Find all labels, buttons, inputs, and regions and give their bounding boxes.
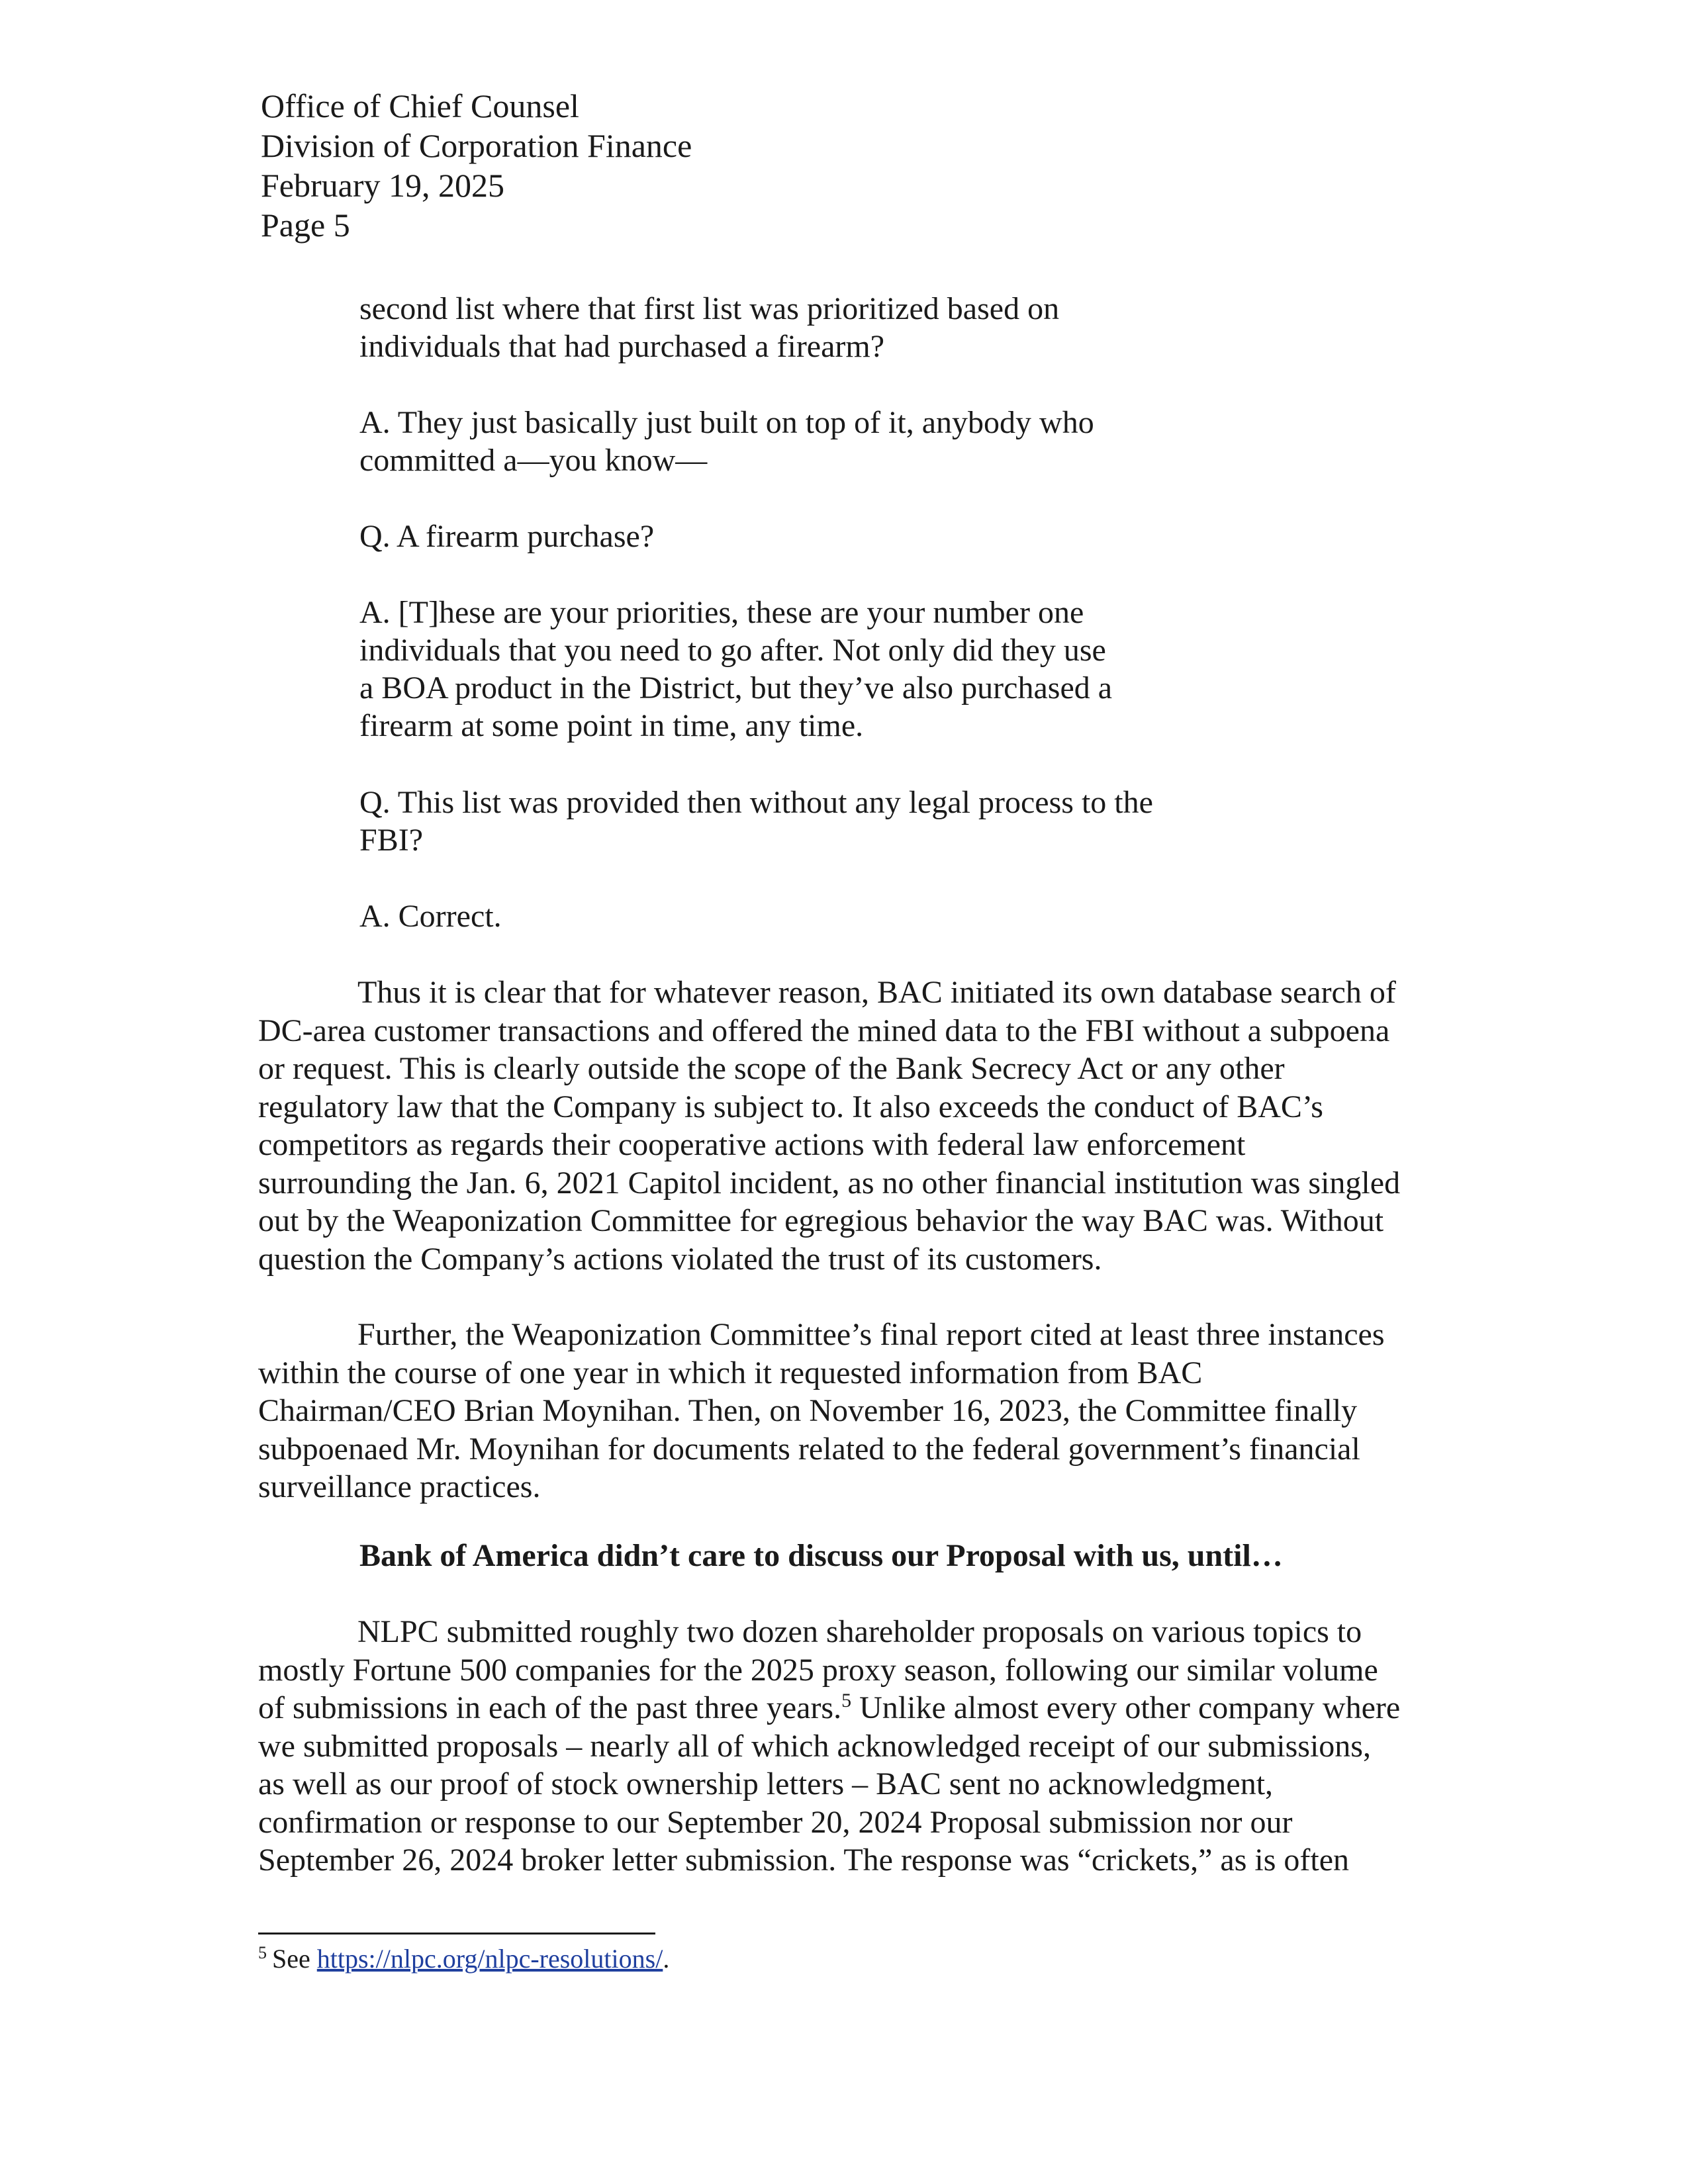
paragraph-line: or request. This is clearly outside the scope of the Bank Secrecy Act or any other — [258, 1051, 1285, 1086]
quote-paragraph — [359, 897, 1220, 935]
quote-line: A. [T]hese are your priorities, these are your number one — [359, 595, 1084, 630]
paragraph-line: Chairman/CEO Brian Moynihan. Then, on November 16, 2023, the Committee finally — [258, 1393, 1358, 1428]
quote-line: Q. This list was provided then without any legal process to the — [359, 785, 1153, 820]
footnote-reference[interactable]: 5 — [841, 1690, 852, 1711]
header-page-number: Page 5 — [261, 206, 350, 244]
quote-line: second list where that first list was prioritized based on — [359, 291, 1060, 326]
quote-line: committed a—you know— — [359, 443, 708, 478]
quote-line: individuals that had purchased a firearm? — [359, 329, 885, 364]
footnote-divider — [258, 1933, 655, 1934]
quote-paragraph — [359, 784, 1220, 859]
paragraph-line: regulatory law that the Company is subject to. It also exceeds the conduct of BAC’s — [258, 1089, 1323, 1124]
paragraph-line — [258, 1689, 1443, 1727]
paragraph-line: as well as our proof of stock ownership letters – BAC sent no acknowledgment, — [258, 1766, 1274, 1801]
paragraph-line: question the Company’s actions violated the trust of its customers. — [258, 1241, 1102, 1277]
footnote-number: 5 — [258, 1942, 267, 1962]
header-office: Office of Chief Counsel — [261, 87, 579, 124]
paragraph-line: Further, the Weaponization Committee’s final report cited at least three instances — [357, 1317, 1385, 1352]
paragraph-line: within the course of one year in which it requested information from BAC — [258, 1355, 1203, 1390]
paragraph-line: mostly Fortune 500 companies for the 2025 proxy season, following our similar volume — [258, 1652, 1378, 1688]
footnote-suffix: . — [663, 1944, 670, 1974]
body-paragraph — [258, 1316, 1443, 1506]
paragraph-line: surveillance practices. — [258, 1469, 541, 1504]
paragraph-line: we submitted proposals – nearly all of which acknowledged receipt of our submissions, — [258, 1728, 1371, 1764]
quote-paragraph — [359, 404, 1220, 479]
paragraph-line: NLPC submitted roughly two dozen shareholder proposals on various topics to — [357, 1614, 1362, 1649]
paragraph-line: competitors as regards their cooperative actions with federal law enforcement — [258, 1127, 1246, 1162]
footnote — [258, 1942, 669, 1976]
paragraph-line: surrounding the Jan. 6, 2021 Capitol incident, as no other financial institution was singled — [258, 1165, 1401, 1201]
quote-line: firearm at some point in time, any time. — [359, 708, 864, 743]
section-heading: Bank of America didn’t care to discuss our Proposal with us, until… — [359, 1538, 1283, 1573]
quote-line: individuals that you need to go after. Not only did they use — [359, 633, 1106, 668]
quote-line: a BOA product in the District, but they’ve also purchased a — [359, 670, 1113, 705]
paragraph-line: confirmation or response to our September 20, 2024 Proposal submission nor our — [258, 1804, 1293, 1840]
body-paragraph — [258, 974, 1443, 1278]
paragraph-text: Unlike almost every other company where — [851, 1690, 1401, 1725]
body-paragraph — [258, 1613, 1443, 1880]
paragraph-line: out by the Weaponization Committee for egregious behavior the way BAC was. Without — [258, 1203, 1384, 1238]
footnote-link[interactable]: https://nlpc.org/nlpc-resolutions/ — [316, 1944, 663, 1974]
paragraph-line: Thus it is clear that for whatever reason, BAC initiated its own database search of — [357, 975, 1396, 1010]
header-date: February 19, 2025 — [261, 167, 504, 204]
quote-line: A. They just basically just built on top of it, anybody who — [359, 405, 1094, 440]
quote-line: A. Correct. — [359, 899, 502, 934]
quote-line: FBI? — [359, 823, 423, 858]
paragraph-text: of submissions in each of the past three years. — [258, 1690, 842, 1725]
footnote-prefix: See — [272, 1944, 317, 1974]
quote-paragraph — [359, 518, 1220, 555]
quote-line: Q. A firearm purchase? — [359, 519, 655, 554]
paragraph-line: DC-area customer transactions and offered the mined data to the FBI without a subpoena — [258, 1013, 1390, 1048]
letter-header — [261, 86, 692, 245]
paragraph-line: subpoenaed Mr. Moynihan for documents related to the federal government’s financial — [258, 1431, 1360, 1467]
paragraph-line: September 26, 2024 broker letter submission. The response was “crickets,” as is often — [258, 1843, 1350, 1878]
header-division: Division of Corporation Finance — [261, 127, 692, 164]
quote-paragraph — [359, 290, 1220, 365]
quote-paragraph — [359, 594, 1220, 745]
